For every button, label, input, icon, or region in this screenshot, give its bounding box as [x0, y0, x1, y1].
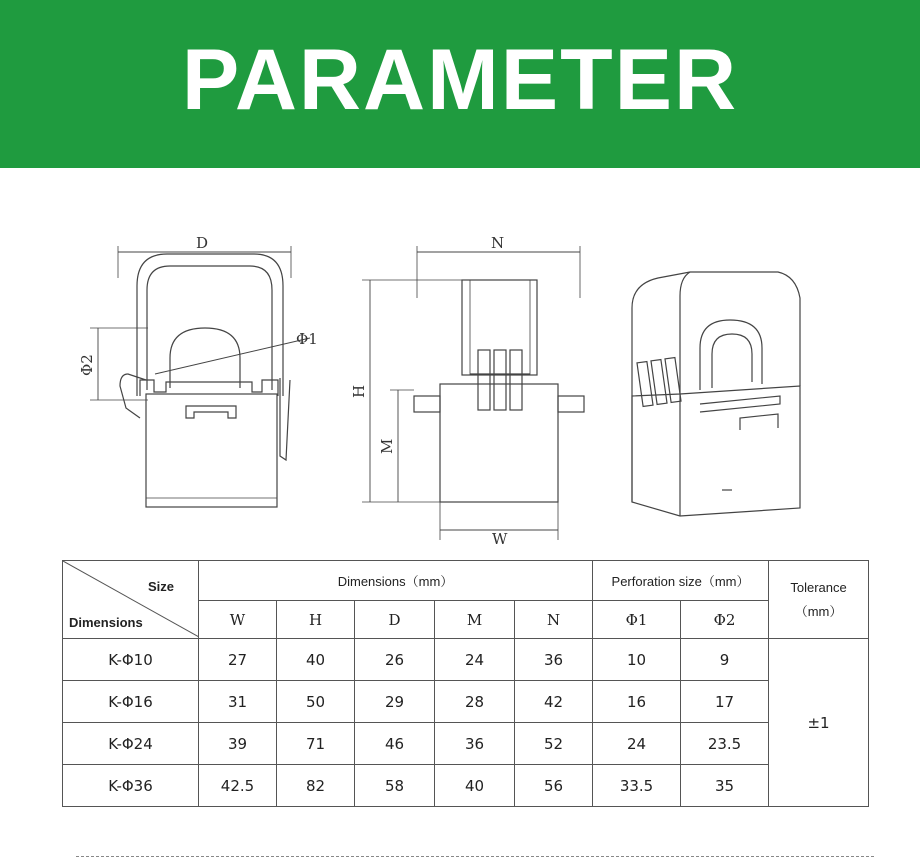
- table-cell: 17: [681, 681, 769, 723]
- column-header-h: H: [277, 601, 355, 639]
- table-cell: 23.5: [681, 723, 769, 765]
- table-row: [63, 723, 869, 765]
- label-m: M: [378, 438, 396, 454]
- row-model: K-Φ10: [63, 639, 199, 681]
- table-cell: 10: [593, 639, 681, 681]
- table-cell: 56: [515, 765, 593, 807]
- table-cell: 36: [515, 639, 593, 681]
- tolerance-label: Tolerance: [790, 579, 847, 595]
- column-header-phi1: Φ1: [593, 601, 681, 639]
- table-cell: 42.5: [199, 765, 277, 807]
- technical-drawings: [0, 168, 920, 558]
- table-cell: 35: [681, 765, 769, 807]
- column-header-n: N: [515, 601, 593, 639]
- table-cell: 40: [277, 639, 355, 681]
- table-cell: 28: [435, 681, 515, 723]
- tolerance-unit: （mm）: [794, 603, 843, 619]
- table-cell: 26: [355, 639, 435, 681]
- row-model: K-Φ16: [63, 681, 199, 723]
- table-cell: 31: [199, 681, 277, 723]
- column-header-phi2: Φ2: [681, 601, 769, 639]
- table-row: [63, 765, 869, 807]
- footer-divider: [76, 856, 874, 857]
- table-cell: 24: [593, 723, 681, 765]
- label-h: H: [350, 384, 368, 398]
- drawing-canvas: [0, 168, 920, 558]
- table-cell: 40: [435, 765, 515, 807]
- table-cell: 71: [277, 723, 355, 765]
- table-row: [63, 681, 869, 723]
- table-cell: 46: [355, 723, 435, 765]
- column-header-d: D: [355, 601, 435, 639]
- tolerance-value: ±1: [769, 639, 869, 807]
- label-d: D: [196, 234, 209, 252]
- parameter-table: [62, 560, 869, 807]
- table-cell: 58: [355, 765, 435, 807]
- page-title: PARAMETER: [181, 31, 739, 128]
- table-corner-cell: [63, 561, 199, 639]
- header-banner: [0, 0, 920, 168]
- table-cell: 42: [515, 681, 593, 723]
- label-phi1: Φ1: [296, 330, 318, 348]
- side-view-drawing: [362, 246, 584, 540]
- table-cell: 29: [355, 681, 435, 723]
- table-cell: 39: [199, 723, 277, 765]
- label-phi2: Φ2: [78, 354, 96, 376]
- label-w: W: [492, 530, 508, 548]
- table-cell: 33.5: [593, 765, 681, 807]
- table-cell: 36: [435, 723, 515, 765]
- perforation-group-header: Perforation size（mm）: [593, 561, 769, 601]
- table-cell: 24: [435, 639, 515, 681]
- table-cell: 50: [277, 681, 355, 723]
- table-cell: 52: [515, 723, 593, 765]
- label-n: N: [491, 234, 505, 252]
- isometric-view-drawing: [632, 272, 800, 516]
- tolerance-header: [769, 561, 869, 639]
- table-cell: 27: [199, 639, 277, 681]
- corner-size-label: Size: [147, 579, 174, 594]
- column-header-m: M: [435, 601, 515, 639]
- table-cell: 82: [277, 765, 355, 807]
- row-model: K-Φ24: [63, 723, 199, 765]
- table-cell: 9: [681, 639, 769, 681]
- row-model: K-Φ36: [63, 765, 199, 807]
- table-cell: 16: [593, 681, 681, 723]
- column-header-w: W: [199, 601, 277, 639]
- dimensions-group-header: Dimensions（mm）: [199, 561, 593, 601]
- front-view-drawing: [90, 246, 310, 507]
- corner-dimensions-label: Dimensions: [69, 615, 143, 630]
- table-row: [63, 639, 869, 681]
